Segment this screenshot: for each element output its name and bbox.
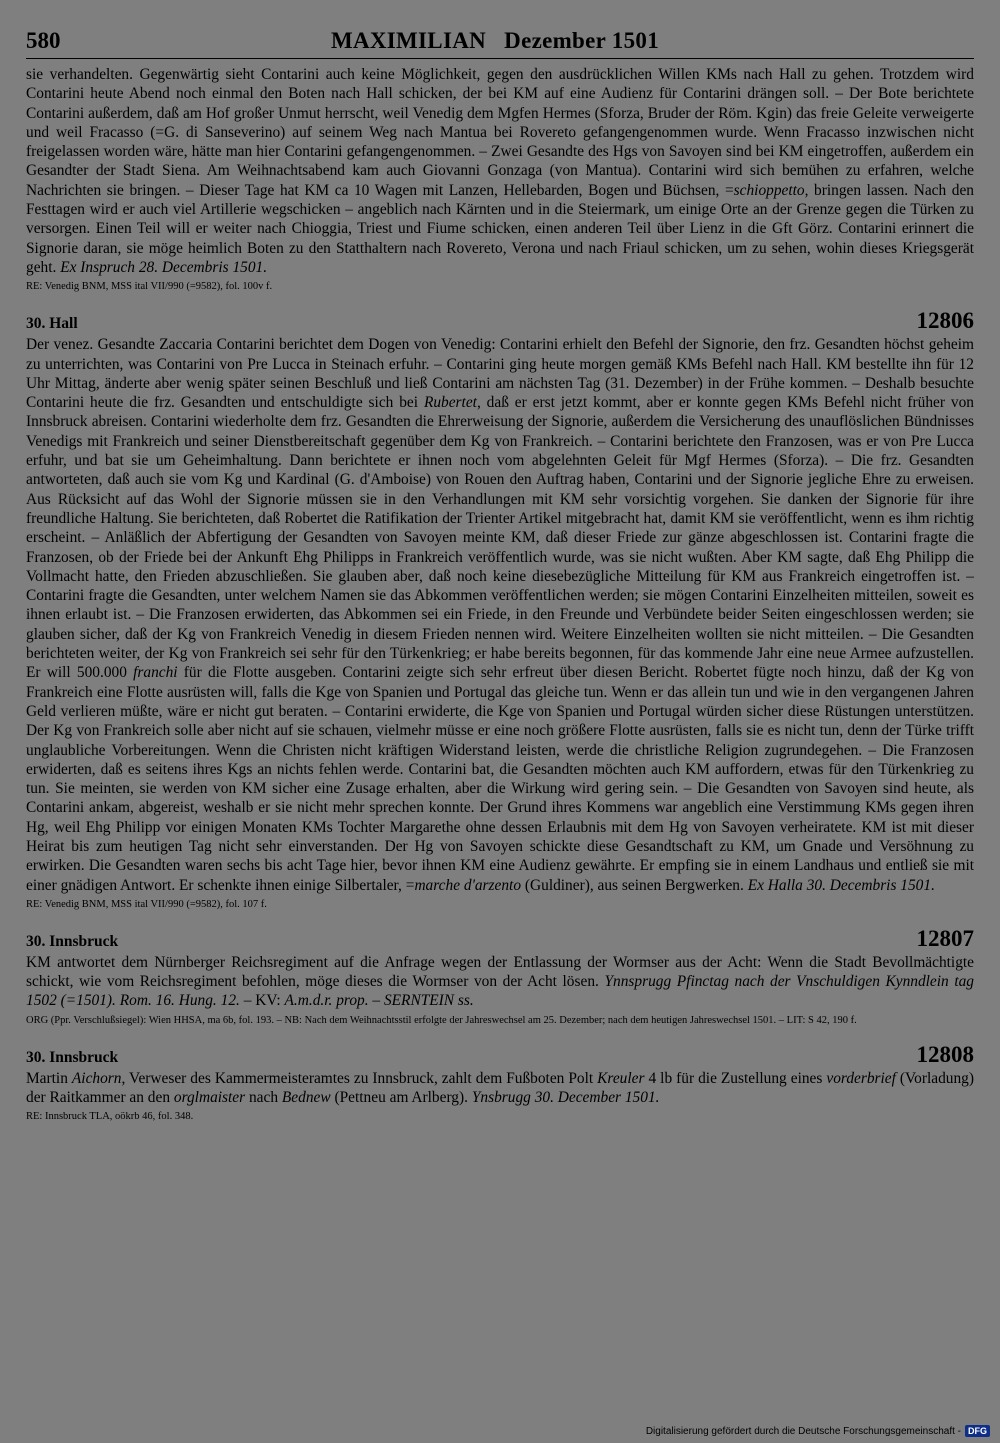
entry-heading — [26, 1041, 974, 1069]
italic-run: Rubertet — [423, 394, 477, 412]
italic-run: marche d'arzento — [414, 876, 522, 894]
text-run: (Pettneu am Arlberg). — [330, 1089, 472, 1107]
entry-date-place: 30. Innsbruck — [26, 1048, 119, 1066]
text-run: für die Flotte ausgeben. Contarini zeigte sich sehr erfreut über diesen Bericht. Robertet fügte noch hinzu, daß der Kg von Frankreich eine Flotte ausrüsten will, falls die Kge von Spanien und Portugal das gleiche tun. Wenn er das allein tun und wie in den vergangenen Jahren Geld verlieren müßte, wäre er nicht gut beraten. – Contarini erwiderte, die Kge von Spanien und Portugal würden sicher diese Rüstungen unterstützen. Der Kg von Frankreich solle aber nicht auf sie schauen, vielmehr müsse er eine noch größere Flotte ausrüsten, falls sie es nicht tun, denn der Türke trifft unglaubliche Vorbereitungen. Wenn die Christen nicht kräftigen Widerstand leisten, werde die christliche Religion zugrundegehen. – Die Franzosen erwiderten, daß es seitens ihres Kgs an nichts fehlen werde. Contarini bat, die Gesandten möchten auch KM auffordern, etwas für den Türkenkrieg zu tun. Sie meinten, sie werden von KM sicher eine Zusage erhalten, aber die Wirkung wird gering sein. – Die Gesandten von Savoyen sind heute, als Contarini ankam, abgereist, weshalb er sie nicht mehr sprechen konnte. Der Grund ihres Kommens war angeblich eine Verstimmung KMs gegen ihren Hg, weil Ehg Philipp vor einigen Monaten KMs Tochter Margarethe ohne dessen Erlaubnis mit dem Hg von Savoyen verheiratete. KM ist mit dieser Heirat bis zum heutigen Tag nicht sehr einverstanden. Der Hg von Savoyen schickte diese Gesandtschaft zu KM, um Gnade und Versöhnung zu erwirken. Die Gesandten waren sechs bis acht Tage hier, bevor ihnen KM eine Audienz gewährte. Er empfing sie in einem Landhaus und entließ sie mit einer gnädigen Antwort. Er schenkte ihnen einige Silbertaler, = — [26, 664, 974, 894]
italic-run: orglmaister — [173, 1089, 246, 1107]
entry-date-place: 30. Hall — [26, 315, 78, 333]
italic-run: A.m.d.r. prop. – SERNTEIN ss. — [284, 992, 474, 1010]
entry-date-place: 30. Innsbruck — [26, 932, 119, 950]
text-run: , bringen lassen. Nach den Festtagen wird er auch viel Artillerie wegschicken – angeblich nach Kärnten und in die Steiermark, um einige Orte an der Grenze gegen die Türken zu versorgen. Einen Teil will er weiter nach Chioggia, Triest und Fiume schicken, einen anderen Teil über Lienz in die Gft Görz. Contarini erinnert die Signorie daran, sie möge heimlich Boten zu den Statthaltern nach Rovereto, Verona und nach Friaul schicken, um zu sehen, wohin dieses Kriegsgerät geht. — [26, 181, 974, 276]
entry-12807 — [26, 925, 974, 1028]
running-title: MAXIMILIAN Dezember 1501 — [330, 28, 660, 53]
continued-entry — [26, 65, 974, 294]
italic-run: Ynsbrugg 30. December 1501. — [471, 1089, 660, 1107]
italic-run: Ex Halla 30. Decembris 1501. — [747, 876, 935, 894]
entry-12808 — [26, 1041, 974, 1125]
text-run: Der venez. Gesandte Zaccaria Contarini berichtet dem Dogen von Venedig: Contarini erhielt den Befehl der Signorie, den frz. Gesandten höchst geheim zu unterrichten, was Contarini von Pre Lucca in Steinach erfuhr. – Contarini ging heute morgen gemäß KMs Befehl nach Hall. KM bestellte ihn für 12 Uhr Mittag, änderte aber wenig später seinen Beschluß und ließ Contarini am nächsten Tag (31. Dezember) in der Frühe kommen. – Deshalb besuchte Contarini heute die frz. Gesandten und entschuldigte sich bei — [26, 336, 974, 412]
source-reference: ORG (Ppr. Verschlußsiegel): Wien HHSA, ma 6b, fol. 193. – NB: Nach dem Weihnachtsstil erfolgte der Jahreswechsel am 25. Dezember; nach dem heutigen Jahreswechsel 1501. – LIT: S 42, 190 f. — [26, 1014, 857, 1026]
entry-heading — [26, 925, 974, 953]
entry-12806 — [26, 310, 974, 912]
text-run: – KV: — [239, 992, 285, 1010]
italic-run: vorderbrief — [826, 1069, 896, 1087]
italic-run: schioppetto — [733, 181, 805, 199]
text-run: (Guldiner), aus seinen Bergwerken. — [521, 876, 748, 894]
italic-run: Ex Inspruch 28. Decembris 1501. — [60, 258, 268, 276]
entry-text — [26, 1069, 974, 1108]
entry-text — [26, 335, 974, 895]
page-number: 580 — [26, 28, 61, 53]
text-run: 4 lb für die Zustellung eines — [644, 1069, 827, 1087]
italic-run: Bednew — [281, 1089, 331, 1107]
footer-credit: Digitalisierung gefördert durch die Deutsche Forschungsgemeinschaft - — [645, 1425, 961, 1437]
dfg-logo: DFG — [965, 1425, 990, 1437]
source-reference: RE: Venedig BNM, MSS ital VII/990 (=9582), fol. 100v f. — [26, 281, 273, 293]
entry-number: 12808 — [916, 1041, 974, 1067]
entry-heading — [26, 310, 974, 335]
italic-run: Kreuler — [597, 1069, 645, 1087]
italic-run: franchi — [133, 664, 178, 682]
italic-run: Aichorn — [71, 1069, 122, 1087]
entry-number: 12807 — [916, 925, 974, 951]
source-reference: RE: Innsbruck TLA, oökrb 46, fol. 348. — [26, 1111, 194, 1123]
digitization-footer — [646, 1425, 990, 1437]
text-run: , Verweser des Kammermeisteramtes zu Innsbruck, zahlt dem Fußboten Polt — [121, 1069, 598, 1087]
entry-text — [26, 65, 974, 277]
entry-text — [26, 953, 974, 1011]
document-page — [26, 28, 974, 1124]
text-run: KM antwortet dem Nürnberger Reichsregiment auf die Anfrage wegen der Entlassung der Wormser aus der Acht: Wenn die Stadt Bevollmächtigte schickt, wie vom Reichsregiment befohlen, möge dieses die Wormser von der Acht lösen. — [26, 953, 974, 991]
italic-run: Ynnsprugg Pfinctag nach der Vnschuldigen Kynndlein tag 1502 (=1501). Rom. 16. Hung. 12. — [26, 973, 974, 1010]
text-run: (Vorladung) der Raitkammer an den — [26, 1069, 974, 1107]
page-header — [26, 28, 974, 59]
text-run: Martin — [26, 1069, 72, 1087]
entry-number: 12806 — [916, 308, 974, 334]
text-run: , daß er erst jetzt kommt, aber er konnte gegen KMs Befehl nicht früher von Innsbruck abreisen. Contarini wiederholte dem frz. Gesandten die Ehrerweisung der Signorie, außerdem die Versicherung des unauflöslichen Bündnisses Venedigs mit Frankreich und seiner Dienstbereitschaft gegenüber dem Kg von Frankreich. – Contarini berichtete den Franzosen, was er von Pre Lucca erfuhr, und bat sie um Geheimhaltung. Dann berichtete er ihnen noch vom abgelehnten Geleit für Mgf Hermes (Sforza). – Die frz. Gesandten antworteten, daß auch sie vom Kg und Kardinal (G. d'Amboise) von Rouen den Auftrag haben, Contarini und der Signorie jegliche Ehre zu erweisen. Aus Rücksicht auf das Wohl der Signorie müssen sie in den Verhandlungen mit KM sehr vorsichtig vorgehen. Sie danken der Signorie für ihre freundliche Haltung. Sie berichteten, daß Robertet die Ratifikation der Trienter Artikel mitgebracht hat, damit KM sie veröffentlicht, wenn es ihm richtig erscheint. – Anläßlich der Abfertigung der Gesandten von Savoyen meinte KM, daß dieser Friede zur gänze abgeschlossen ist. Contarini fragte die Franzosen, ob der Friede bei der Ankunft Ehg Philipps in Frankreich veröffentlich wurde, was sie nicht wußten. Aber KM sagte, daß Ehg Philipp die Vollmacht hatte, den Frieden abzuschließen. Sie glauben aber, daß noch keine diesebezügliche Mitteilung für KM aus Frankreich eingetroffen ist. – Contarini fragte die Gesandten, unter welchem Namen sie das Abkommen veröffentlichen werden; sie mögen Contarini Einzelheiten mitteilen, soweit es ihnen erlaubt ist. – Die Franzosen erwiderten, das Abkommen sei ein Friede, in den Freunde und Verbündete beider Seiten eingeschlossen werden; sie glauben sicher, daß der Kg von Frankreich Venedig in diesem Frieden nennen wird. Weitere Einzelheiten wollten sie nicht mitteilen. – Die Gesandten berichteten weiter, der Kg von Frankreich sei sehr für den Türkenkrieg; er habe bereits begonnen, für das kommende Jahr eine neue Armee aufzustellen. Er will 500.000 — [26, 394, 974, 682]
text-run: nach — [245, 1089, 282, 1107]
source-reference: RE: Venedig BNM, MSS ital VII/990 (=9582), fol. 107 f. — [26, 898, 267, 910]
text-run: sie verhandelten. Gegenwärtig sieht Contarini auch keine Möglichkeit, gegen den ausdrücklichen Willen KMs nach Hall zu gehen. Trotzdem wird Contarini heute Abend noch einmal den Boten nach Hall schicken, der bei KM auf eine Audienz für Contarini drängen soll. – Der Bote berichtete Contarini außerdem, daß am Hof großer Unmut herrscht, weil Venedig dem Mgfen Hermes (Sforza, Bruder der Röm. Kgin) das freie Geleite verweigerte und weil Fracasso (=G. di Sanseverino) auf seinem Weg nach Mantua bei Rovereto gefangengenommen wurde. Wenn Fracasso inzwischen nicht freigelassen worden wäre, hätte man hier Contarini gefangengenommen. – Zwei Gesandte des Hgs von Savoyen sind bei KM eingetroffen, außerdem ein Gesandter der Stadt Siena. Am Weihnachtsabend kam auch Giovanni Gonzaga (von Mantua). Contarini wird sich bemühen zu erfahren, welche Nachrichten sie bringen. – Dieser Tage hat KM ca 10 Wagen mit Lanzen, Hellebarden, Bogen und Büchsen, = — [26, 66, 974, 199]
